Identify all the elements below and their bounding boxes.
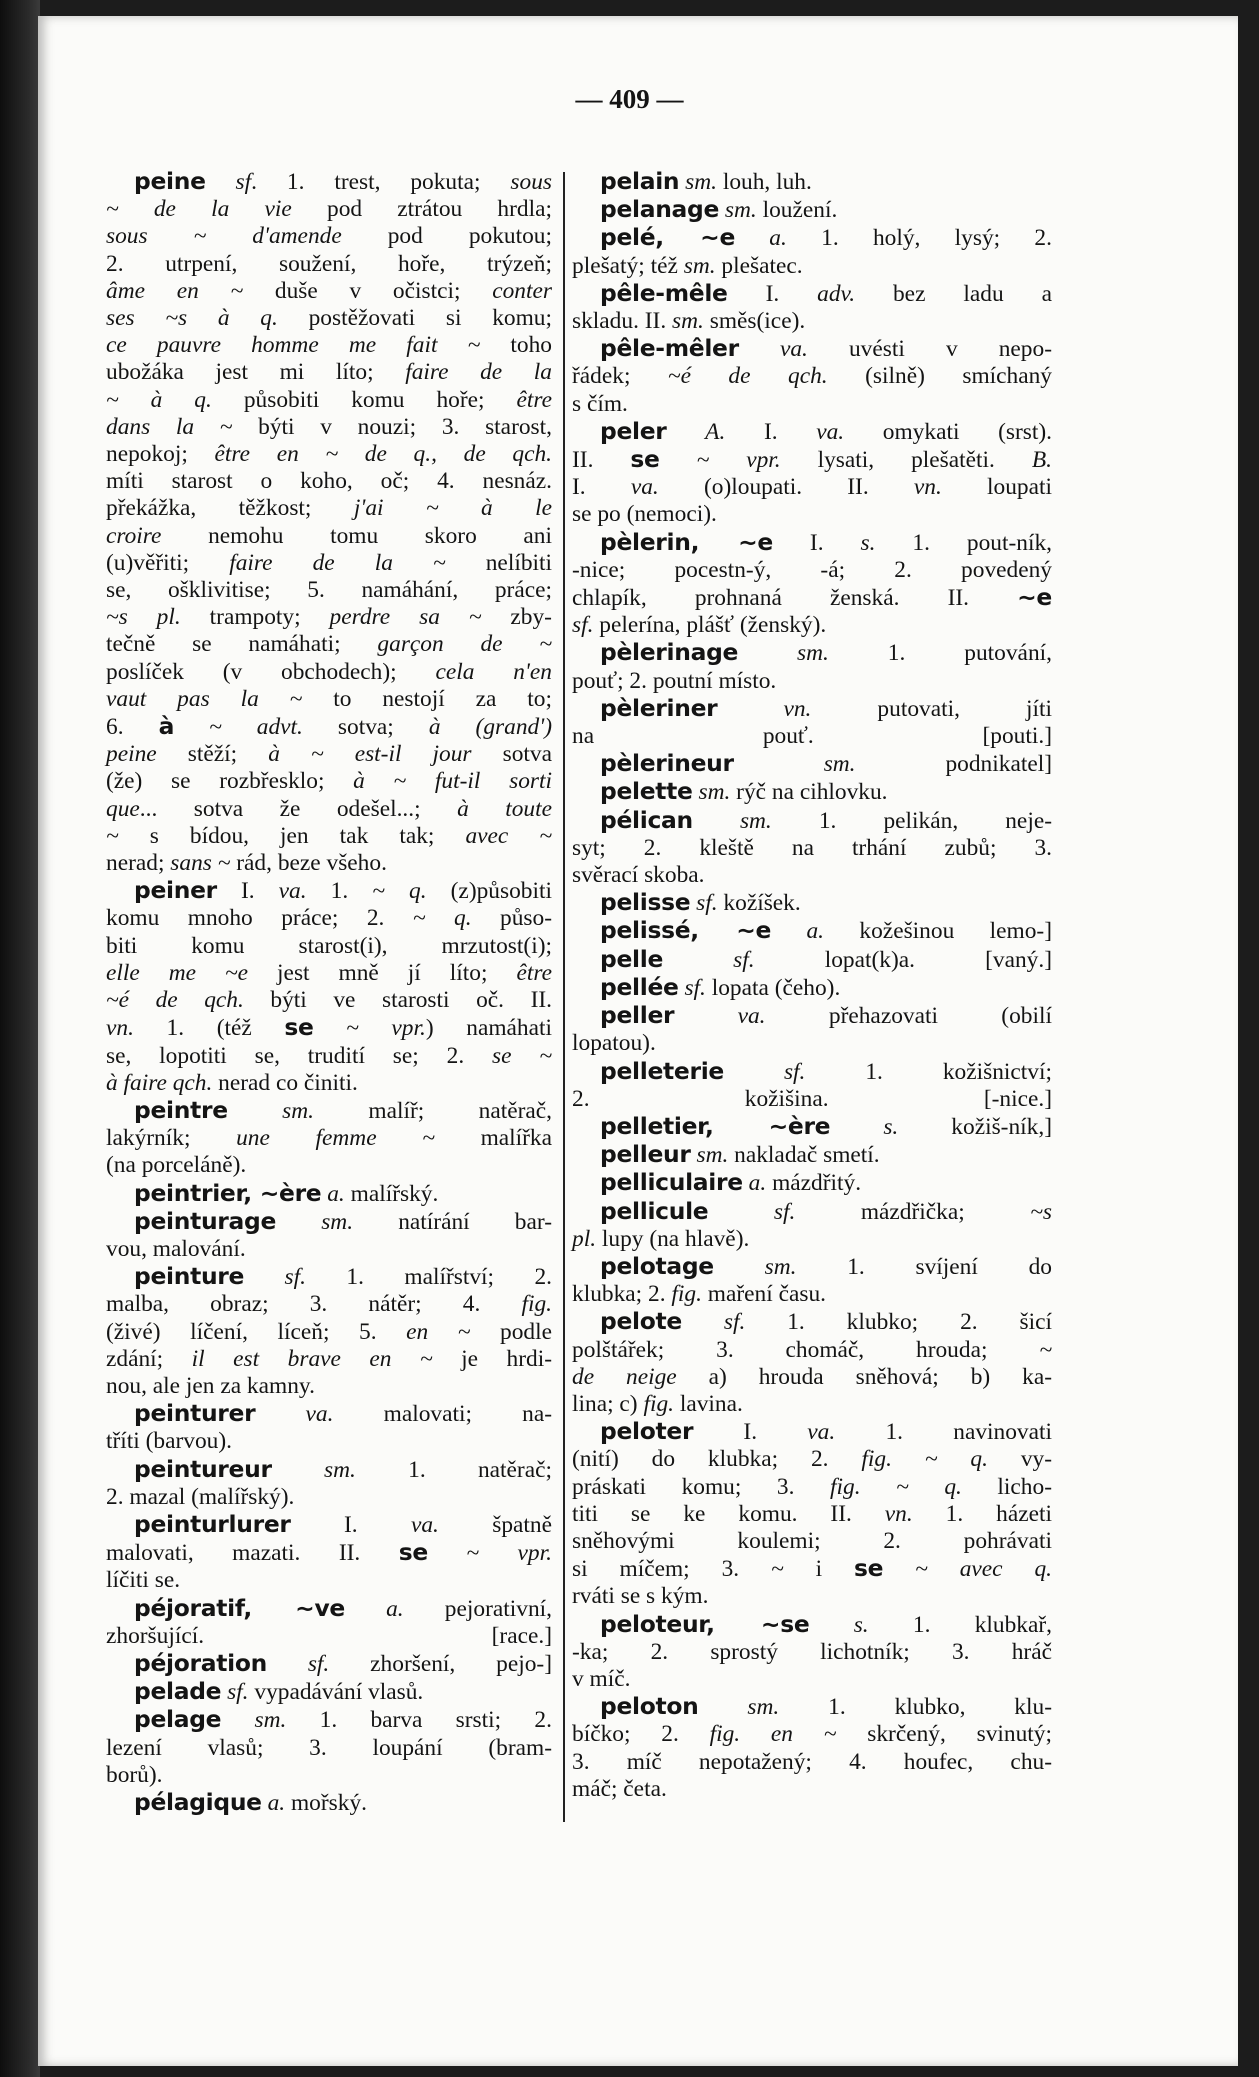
left-column-line: překážka, těžkost; j'ai ~ à le bbox=[106, 495, 553, 522]
right-column-line: pl. lupy (na hlavě). bbox=[572, 1225, 750, 1252]
book-binding bbox=[0, 0, 40, 2077]
right-column-line: pelleur sm. nakladač smetí. bbox=[600, 1140, 880, 1169]
right-column-line: titi se ke komu. II. vn. 1. házeti bbox=[572, 1500, 1052, 1527]
left-column-line: peintrier, ~ère a. malířský. bbox=[134, 1178, 439, 1207]
right-column-line: pelanage sm. loužení. bbox=[600, 195, 838, 224]
left-column-line: (u)věřiti; faire de la ~ nelíbiti bbox=[106, 549, 553, 576]
left-column-line: peinturage sm. natírání bar- bbox=[134, 1206, 552, 1235]
left-column-line: ~é de qch. býti ve starosti oč. II. bbox=[106, 987, 552, 1014]
right-column-line: plešatý; též sm. plešatec. bbox=[572, 252, 803, 279]
right-column-line: klubka; 2. fig. maření času. bbox=[572, 1281, 826, 1308]
left-column-line: ~ à q. působiti komu hoře; être bbox=[106, 386, 552, 413]
right-column-line: -ka; 2. sprostý lichotník; 3. hráč bbox=[572, 1638, 1052, 1665]
left-column-line: míti starost o koho, oč; 4. nesnáz. bbox=[106, 468, 552, 495]
right-column-line: pelé, ~e a. 1. holý, lysý; 2. bbox=[600, 223, 1052, 252]
left-column-line: ~ s bídou, jen tak tak; avec ~ bbox=[106, 822, 553, 849]
right-column-line: peloter I. va. 1. navinovati bbox=[600, 1417, 1052, 1446]
left-column-line: pelade sf. vypadávání vlasů. bbox=[134, 1677, 424, 1706]
right-column-line: svěrací skoba. bbox=[572, 862, 705, 889]
right-column-line: pouť; 2. poutní místo. bbox=[572, 667, 777, 694]
right-column-line: 3. míč nepotažený; 4. houfec, chu- bbox=[572, 1748, 1052, 1775]
left-column-line: se, lopotiti se, trudití se; 2. se ~ bbox=[106, 1042, 552, 1069]
right-column-line: pellicule sf. mázdřička; ~s bbox=[600, 1196, 1052, 1225]
left-column-line: vou, malování. bbox=[106, 1235, 246, 1262]
left-column-line: ce pauvre homme me fait ~ toho bbox=[106, 332, 552, 359]
right-column-line: lopatou). bbox=[572, 1030, 656, 1057]
left-column-line: ses ~s à q. postěžovati si komu; bbox=[106, 305, 552, 332]
left-column-line: à faire qch. nerad co činiti. bbox=[106, 1069, 358, 1096]
left-column-line: peintureur sm. 1. natěrač; bbox=[134, 1454, 552, 1483]
left-column-line: biti komu starost(i), mrzutost(i); bbox=[106, 932, 552, 959]
left-column-line: peinturer va. malovati; na- bbox=[134, 1399, 552, 1428]
right-column-line: si míčem; 3. ~ i se ~ avec q. bbox=[572, 1554, 1052, 1583]
left-column-line: zhoršující. [race.] bbox=[106, 1622, 552, 1649]
right-column-line: pelotage sm. 1. svíjení do bbox=[600, 1251, 1052, 1280]
left-column-line: malovati, mazati. II. se ~ vpr. bbox=[106, 1538, 552, 1567]
left-column-line: vaut pas la ~ to nestojí za to; bbox=[106, 685, 552, 712]
right-column-line: pelleterie sf. 1. kožišnictví; bbox=[600, 1056, 1052, 1085]
left-column-line: malba, obraz; 3. nátěr; 4. fig. bbox=[106, 1291, 552, 1318]
left-column-line: komu mnoho práce; 2. ~ q. půso- bbox=[106, 905, 553, 932]
left-column-line: nou, ale jen za kamny. bbox=[106, 1372, 315, 1399]
right-column-line: pelote sf. 1. klubko; 2. šicí bbox=[600, 1307, 1052, 1336]
left-column-line: 6. à ~ advt. sotva; à (grand') bbox=[106, 712, 552, 741]
left-column-line: lezení vlasů; 3. loupání (bram- bbox=[106, 1734, 552, 1761]
left-column-line: vn. 1. (též se ~ vpr.) namáhati bbox=[106, 1013, 552, 1042]
left-column-line: croire nemohu tomu skoro ani bbox=[106, 522, 552, 549]
right-column-line: pelle sf. lopat(k)a. [vaný.] bbox=[600, 944, 1052, 973]
left-column-line: peine stěží; à ~ est-il jour sotva bbox=[106, 741, 553, 768]
left-column-line: elle me ~e jest mně jí líto; être bbox=[106, 959, 552, 986]
left-column bbox=[106, 168, 552, 1817]
left-column-line: tečně se namáhati; garçon de ~ bbox=[106, 631, 552, 658]
right-column-line: pèlerineur sm. podnikatel] bbox=[600, 749, 1052, 778]
left-column-line: péjoration sf. zhoršení, pejo-] bbox=[134, 1648, 552, 1677]
left-column-line: nepokoj; être en ~ de q., de qch. bbox=[106, 441, 552, 468]
right-column-line: máč; četa. bbox=[572, 1775, 667, 1802]
right-column-line: rváti se s kým. bbox=[572, 1583, 709, 1610]
left-column-line: nerad; sans ~ rád, beze všeho. bbox=[106, 850, 387, 877]
right-column-line: peloton sm. 1. klubko, klu- bbox=[600, 1692, 1052, 1721]
left-column-line: poslíček (v obchodech); cela n'en bbox=[106, 658, 552, 685]
right-column-line: na pouť. [pouti.] bbox=[572, 723, 1052, 750]
left-column-line: zdání; il est brave en ~ je hrdi- bbox=[106, 1345, 552, 1372]
right-column-line: řádek; ~é de qch. (silně) smíchaný bbox=[572, 363, 1052, 390]
left-column-line: dans la ~ býti v nouzi; 3. starost, bbox=[106, 413, 552, 440]
right-column-line: pèlerinage sm. 1. putování, bbox=[600, 638, 1052, 667]
right-column-line: pelain sm. louh, luh. bbox=[600, 167, 812, 195]
right-column-line: v míč. bbox=[572, 1665, 631, 1692]
right-column-line: pelletier, ~ère s. kožiš-ník,] bbox=[600, 1111, 1052, 1140]
right-column-line: s čím. bbox=[572, 390, 628, 417]
left-column-line: peiner I. va. 1. ~ q. (z)působiti bbox=[134, 876, 552, 905]
left-column-line: 2. mazal (malířský). bbox=[106, 1483, 295, 1510]
right-column-line: peller va. přehazovati (obilí bbox=[600, 1001, 1052, 1030]
left-column-line: tříti (barvou). bbox=[106, 1428, 233, 1455]
left-column-line: borů). bbox=[106, 1761, 163, 1788]
left-column-line: peinturlurer I. va. špatně bbox=[134, 1509, 552, 1538]
left-column-line: peintre sm. malíř; natěrač, bbox=[134, 1095, 552, 1124]
right-column-line: pellée sf. lopata (čeho). bbox=[600, 972, 841, 1001]
right-column-line: pêle-mêler va. uvésti v nepo- bbox=[600, 334, 1052, 363]
right-column-line: de neige a) hrouda sněhová; b) ka- bbox=[572, 1363, 1052, 1390]
left-column-line: pélagique a. mořský. bbox=[134, 1787, 368, 1816]
right-column-line: -nice; pocestn-ý, -á; 2. povedený bbox=[572, 556, 1052, 583]
right-column-line: pelisse sf. kožíšek. bbox=[600, 888, 801, 917]
left-column-line: ubožáka jest mi líto; faire de la bbox=[106, 359, 552, 386]
right-column-line: peler A. I. va. omykati (srst). bbox=[600, 416, 1052, 445]
right-column-line: lina; c) fig. lavina. bbox=[572, 1390, 743, 1417]
column-divider bbox=[563, 172, 565, 1822]
left-column-line: péjoratif, ~ve a. pejorativní, bbox=[134, 1593, 552, 1622]
right-column-line: sf. pelerína, plášť (ženský). bbox=[572, 612, 827, 639]
right-column-line: pelissé, ~e a. kožešinou lemo-] bbox=[600, 916, 1052, 945]
right-column-line: se po (nemoci). bbox=[572, 501, 717, 528]
left-column-line: peinture sf. 1. malířství; 2. bbox=[134, 1262, 552, 1291]
page-number: — 409 — bbox=[575, 84, 684, 114]
right-column bbox=[572, 168, 1052, 1803]
right-column-line: skladu. II. sm. směs(ice). bbox=[572, 308, 806, 335]
left-column-line: pelage sm. 1. barva srsti; 2. bbox=[134, 1705, 552, 1734]
left-column-line: ~ de la vie pod ztrátou hrdla; bbox=[106, 196, 552, 223]
left-column-line: peine sf. 1. trest, pokuta; sous bbox=[134, 167, 552, 195]
right-column-line: syt; 2. kleště na trhání zubů; 3. bbox=[572, 834, 1052, 861]
left-column-line: (že) se rozbřesklo; à ~ fut-il sorti bbox=[106, 768, 552, 795]
left-column-line: âme en ~ duše v očistci; conter bbox=[106, 277, 552, 304]
right-column-line: pèleriner vn. putovati, jíti bbox=[600, 693, 1052, 722]
left-column-line: (na porceláně). bbox=[106, 1152, 247, 1179]
left-column-line: que... sotva že odešel...; à toute bbox=[106, 795, 552, 822]
right-column-line: II. se ~ vpr. lysati, plešatěti. B. bbox=[572, 445, 1053, 474]
right-column-line: sněhovými koulemi; 2. pohrávati bbox=[572, 1527, 1052, 1554]
right-column-line: (nití) do klubka; 2. fig. ~ q. vy- bbox=[572, 1446, 1053, 1473]
left-column-line: lakýrník; une femme ~ malířka bbox=[106, 1125, 553, 1152]
left-column-line: sous ~ d'amende pod pokutou; bbox=[106, 223, 552, 250]
right-column-line: chlapík, prohnaná ženská. II. ~e bbox=[572, 583, 1052, 612]
right-column-line: bíčko; 2. fig. en ~ skrčený, svinutý; bbox=[572, 1721, 1052, 1748]
right-column-line: práskati komu; 3. fig. ~ q. licho- bbox=[572, 1473, 1052, 1500]
right-column-line: pelliculaire a. mázdřitý. bbox=[600, 1168, 862, 1197]
right-column-line: polštářek; 3. chomáč, hrouda; ~ bbox=[572, 1336, 1052, 1363]
left-column-line: (živé) líčení, líceň; 5. en ~ podle bbox=[106, 1318, 552, 1345]
left-column-line: líčiti se. bbox=[106, 1567, 181, 1594]
right-column-line: pèlerin, ~e I. s. 1. pout-ník, bbox=[600, 527, 1052, 556]
right-column-line: peloteur, ~se s. 1. klubkař, bbox=[600, 1609, 1052, 1638]
left-column-line: se, ošklivitise; 5. namáhání, práce; bbox=[106, 577, 552, 604]
left-column-line: 2. utrpení, soužení, hoře, trýzeň; bbox=[106, 250, 552, 277]
right-column-line: pélican sm. 1. pelikán, neje- bbox=[600, 805, 1052, 834]
left-column-line: ~s pl. trampoty; perdre sa ~ zby- bbox=[106, 604, 552, 631]
right-column-line: I. va. (o)loupati. II. vn. loupati bbox=[572, 474, 1052, 501]
right-column-line: 2. kožišina. [-nice.] bbox=[572, 1085, 1052, 1112]
right-column-line: pelette sm. rýč na cihlovku. bbox=[600, 777, 888, 806]
right-column-line: pêle-mêle I. adv. bez ladu a bbox=[600, 278, 1052, 307]
